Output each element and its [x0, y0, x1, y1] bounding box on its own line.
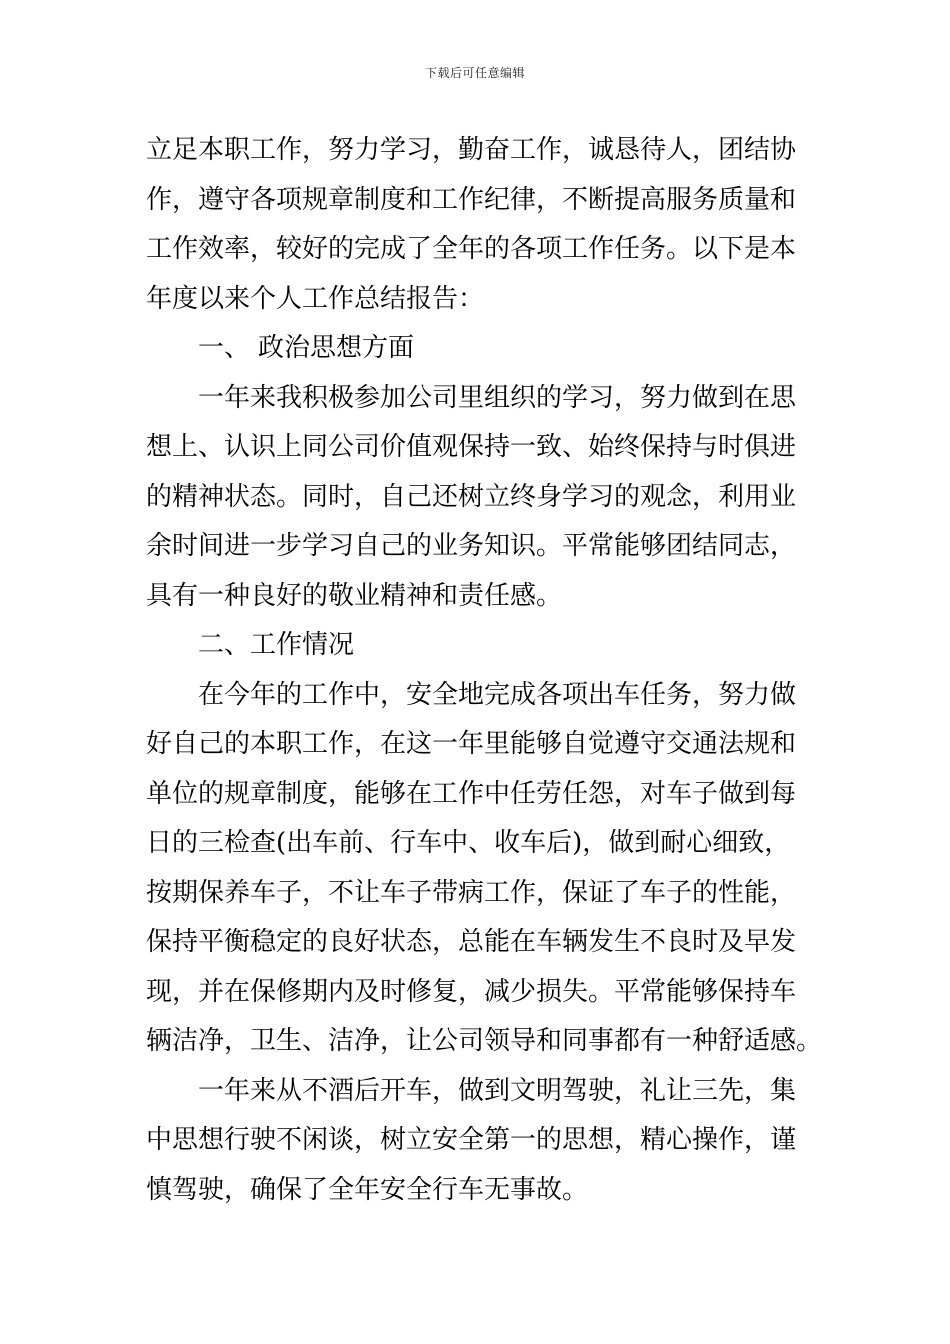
- body-line: 的精神状态。同时，自己还树立终身学习的观念，利用业: [146, 481, 797, 512]
- page-header: 下载后可任意编辑: [424, 66, 525, 80]
- body-line: 工作效率，较好的完成了全年的各项工作任务。以下是本: [146, 234, 797, 264]
- body-line: 作，遵守各项规章制度和工作纪律，不断提高服务质量和: [146, 184, 797, 215]
- section-heading-work: 二、工作情况: [198, 630, 355, 660]
- body-line: 按期保养车子，不让车子带病工作，保证了车子的性能，: [146, 877, 797, 908]
- body-line: 在今年的工作中，安全地完成各项出车任务，努力做: [198, 679, 797, 710]
- section-title: 政治思想方面: [258, 333, 415, 363]
- section-number: 一、: [198, 333, 251, 363]
- document-body: [146, 126, 823, 1215]
- body-line: 余时间进一步学习自己的业务知识。平常能够团结同志，: [146, 531, 797, 561]
- body-line: 想上、认识上同公司价值观保持一致、始终保持与时俱进: [146, 432, 797, 462]
- body-line: 中思想行驶不闲谈，树立安全第一的思想，精心操作，谨: [146, 1125, 797, 1155]
- body-line: 保持平衡稳定的良好状态，总能在车辆发生不良时及早发: [146, 927, 797, 957]
- section-heading-politics: [146, 324, 806, 374]
- body-line: 好自己的本职工作，在这一年里能够自觉遵守交通法规和: [146, 729, 797, 759]
- body-line: 单位的规章制度，能够在工作中任劳任怨，对车子做到每: [146, 778, 797, 809]
- body-line: 年度以来个人工作总结报告：: [146, 283, 485, 314]
- body-line: 慎驾驶，确保了全年安全行车无事故。: [146, 1174, 589, 1205]
- body-line: 具有一种良好的敬业精神和责任感。: [146, 580, 563, 611]
- body-line: 立足本职工作，努力学习，勤奋工作，诚恳待人，团结协: [146, 135, 797, 165]
- body-line: 辆洁净，卫生、洁净，让公司领导和同事都有一种舒适感。: [146, 1026, 823, 1056]
- body-line: 日的三检查(出车前、行车中、收车后)，做到耐心细致，: [146, 828, 791, 858]
- body-line: 现，并在保修期内及时修复，减少损失。平常能够保持车: [146, 976, 797, 1007]
- body-line: 一年来从不酒后开车，做到文明驾驶，礼让三先，集: [198, 1075, 797, 1106]
- body-line: 一年来我积极参加公司里组织的学习，努力做到在思: [198, 382, 797, 413]
